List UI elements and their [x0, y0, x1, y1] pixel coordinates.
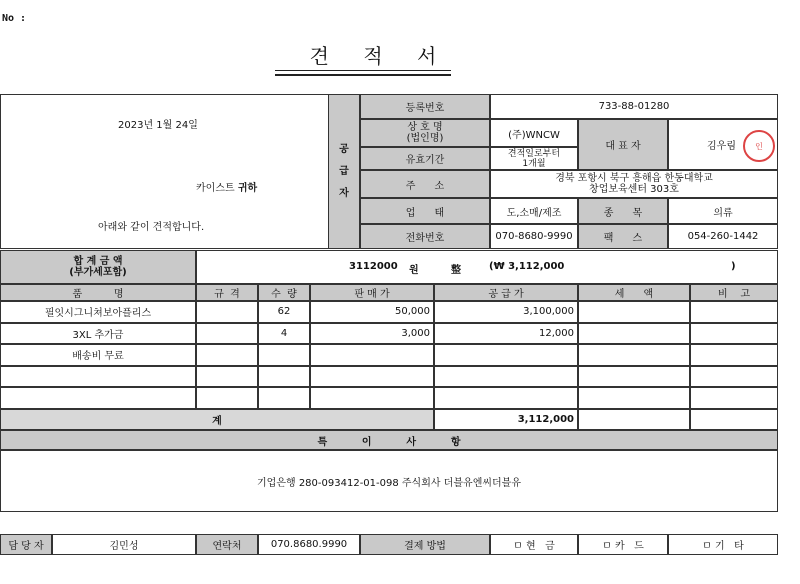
items-header-cell: 세 액: [578, 284, 690, 301]
table-row-4-cell-2: [258, 387, 310, 409]
quote-date: 2023년 1월 24일: [118, 120, 198, 131]
recipient-company: 카이스트: [196, 183, 235, 194]
table-row-4-cell-0: [0, 387, 196, 409]
table-row-4-cell-3: [310, 387, 434, 409]
table-row-4-cell-4: [434, 387, 578, 409]
payment-other-checkbox[interactable]: ㅁ 기 타: [668, 534, 778, 555]
table-row-1-cell-4: 12,000: [434, 323, 578, 345]
items-header-cell: 규 격: [196, 284, 258, 301]
payment-label: 결제 방법: [360, 534, 490, 555]
table-row-4-cell-5: [578, 387, 690, 409]
sum-note: [690, 409, 778, 430]
doc-number-label: No :: [2, 13, 27, 24]
company-seal-stamp: 인: [743, 130, 775, 162]
validity-value: 견적일로부터 1개월: [490, 147, 578, 170]
company-label: 상 호 명 (법인명): [360, 119, 490, 147]
table-row-0-cell-6: [690, 301, 778, 323]
table-row-1-cell-3: 3,000: [310, 323, 434, 345]
sum-label: 계: [0, 409, 434, 430]
table-row-2-cell-0: 배송비 무료: [0, 344, 196, 366]
validity-label: 유효기간: [360, 147, 490, 170]
total-label: 합 계 금 액 (부가세포함): [0, 250, 196, 284]
table-row-0-cell-2: 62: [258, 301, 310, 323]
items-header-cell: 공 급 가: [434, 284, 578, 301]
company-value: (주)WNCW: [490, 119, 578, 147]
table-row-0-cell-1: [196, 301, 258, 323]
table-row-2-cell-4: [434, 344, 578, 366]
manager-value: 김민성: [52, 534, 196, 555]
total-unit: 원: [409, 265, 419, 276]
table-row-4-cell-6: [690, 387, 778, 409]
supplier-side-label: 공 급 자: [328, 94, 360, 249]
table-row-0-cell-0: 필잇시그니쳐보아플리스: [0, 301, 196, 323]
table-row-3-cell-1: [196, 366, 258, 388]
sum-tax: [578, 409, 690, 430]
business-label: 업 태: [360, 198, 490, 224]
total-equiv: 整: [451, 265, 461, 276]
table-row-1-cell-6: [690, 323, 778, 345]
table-row-3-cell-3: [310, 366, 434, 388]
phone-value: 070-8680-9990: [490, 224, 578, 249]
items-header-cell: 비 고: [690, 284, 778, 301]
table-row-1-cell-2: 4: [258, 323, 310, 345]
address-label: 주 소: [360, 170, 490, 198]
table-row-0-cell-5: [578, 301, 690, 323]
contact-value: 070.8680.9990: [258, 534, 360, 555]
payment-cash-checkbox[interactable]: ㅁ 현 금: [490, 534, 578, 555]
table-row-1-cell-0: 3XL 추가금: [0, 323, 196, 345]
payment-card-checkbox[interactable]: ㅁ 카 드: [578, 534, 668, 555]
remarks-label: 특 이 사 항: [0, 430, 778, 450]
recipient-name: [196, 179, 257, 194]
sum-value: 3,112,000: [434, 409, 578, 430]
item-type-value: 의류: [668, 198, 778, 224]
address-value: 경북 포항시 북구 흥해읍 한동대학교 창업보육센터 303호: [490, 170, 778, 198]
title-underline-double: [275, 74, 451, 76]
items-header-cell: 품 명: [0, 284, 196, 301]
intro-text: 아래와 같이 견적합니다.: [98, 222, 205, 233]
total-amount: 3112000: [349, 261, 398, 272]
table-row-2-cell-1: [196, 344, 258, 366]
table-row-3-cell-5: [578, 366, 690, 388]
table-row-3-cell-2: [258, 366, 310, 388]
ceo-label: 대 표 자: [578, 119, 668, 170]
reg-no-value: 733-88-01280: [490, 94, 778, 119]
ceo-value: 김우림: [668, 119, 778, 170]
business-value: 도,소매/제조: [490, 198, 578, 224]
fax-value: 054-260-1442: [668, 224, 778, 249]
fax-label: 팩 스: [578, 224, 668, 249]
table-row-1-cell-1: [196, 323, 258, 345]
item-type-label: 종 목: [578, 198, 668, 224]
title-underline: [275, 70, 451, 71]
table-row-3-cell-6: [690, 366, 778, 388]
items-header-cell: 수 량: [258, 284, 310, 301]
items-header-cell: 판 매 가: [310, 284, 434, 301]
table-row-1-cell-5: [578, 323, 690, 345]
table-row-0-cell-3: 50,000: [310, 301, 434, 323]
total-amount-box: [196, 250, 778, 284]
document-title: 견 적 서: [309, 44, 451, 68]
contact-label: 연락처: [196, 534, 258, 555]
table-row-3-cell-4: [434, 366, 578, 388]
table-row-2-cell-6: [690, 344, 778, 366]
remarks-text: 기업은행 280-093412-01-098 주식회사 더블유엔씨더블유: [0, 450, 778, 512]
recipient-honorific: 귀하: [237, 183, 258, 194]
total-close: ): [731, 261, 736, 272]
table-row-2-cell-2: [258, 344, 310, 366]
phone-label: 전화번호: [360, 224, 490, 249]
table-row-0-cell-4: 3,100,000: [434, 301, 578, 323]
total-won: (₩ 3,112,000: [489, 261, 565, 272]
table-row-2-cell-5: [578, 344, 690, 366]
table-row-4-cell-1: [196, 387, 258, 409]
table-row-2-cell-3: [310, 344, 434, 366]
manager-label: 담 당 자: [0, 534, 52, 555]
table-row-3-cell-0: [0, 366, 196, 388]
reg-no-label: 등록번호: [360, 94, 490, 119]
